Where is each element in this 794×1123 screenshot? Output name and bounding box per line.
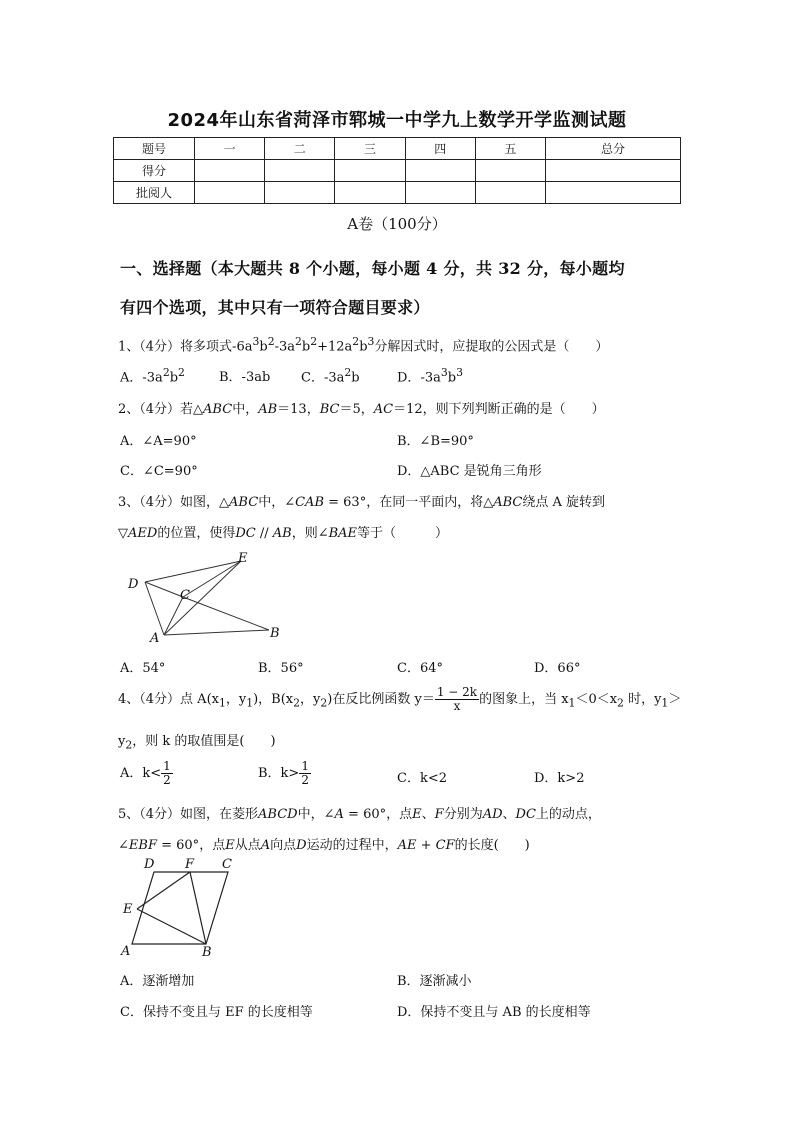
q5-option-c[interactable]: C．保持不变且与 EF 的长度相等: [120, 1005, 313, 1020]
table-cell: 三: [335, 138, 405, 160]
table-cell[interactable]: [405, 160, 475, 182]
table-cell[interactable]: [195, 160, 265, 182]
table-cell: 五: [475, 138, 545, 160]
q3-option-a[interactable]: A．54°: [120, 661, 166, 676]
q4-fraction: $\frac{1 - 2k}{x}$: [436, 685, 478, 713]
table-cell[interactable]: [335, 182, 405, 204]
q5-option-a[interactable]: A．逐渐增加: [120, 974, 195, 989]
table-cell: 总分: [546, 138, 681, 160]
q2-option-a[interactable]: A．∠A=90°: [120, 434, 197, 449]
q5-label-b: B: [202, 945, 212, 960]
q5-figure: [118, 855, 248, 960]
q2-option-b[interactable]: B．∠B=90°: [397, 434, 474, 449]
question-2: 2、（4分）若△ABC中，AB＝13，BC＝5，AC＝12，则下列判断正确的是（ ）: [118, 402, 605, 417]
q5-label-d: D: [144, 857, 155, 872]
q3-label-b: B: [270, 626, 280, 641]
question-5-line1: 5、（4分）如图，在菱形ABCD中，∠A = 60°，点E、F分别为AD、DC上的动点，: [118, 807, 601, 822]
table-cell[interactable]: [546, 182, 681, 204]
q3-label-a: A: [150, 631, 160, 646]
q1-option-d[interactable]: D．$-3a^3b^3$: [397, 366, 463, 386]
table-cell[interactable]: [265, 160, 335, 182]
q3-option-b[interactable]: B．56°: [258, 661, 304, 676]
table-cell[interactable]: [265, 182, 335, 204]
table-row: [114, 138, 681, 160]
table-cell: 一: [195, 138, 265, 160]
table-cell[interactable]: [475, 160, 545, 182]
q5-option-b[interactable]: B．逐渐减小: [397, 974, 472, 989]
q1-prefix: 1、（4分）将多项式: [118, 339, 233, 355]
table-cell[interactable]: [335, 160, 405, 182]
q4-option-b[interactable]: B．k> $\frac{1}{2}$: [258, 759, 309, 787]
question-4-line2: $y_2$，则 k 的取值围是( ): [118, 734, 276, 752]
q4-option-a[interactable]: A．k< $\frac{1}{2}$: [120, 759, 171, 787]
score-table: [113, 137, 681, 204]
table-cell: 批阅人: [114, 182, 195, 204]
table-cell: 二: [265, 138, 335, 160]
q1-option-c[interactable]: C．$-3a^2b$: [301, 366, 360, 386]
q1-option-a[interactable]: A．$-3a^2b^2$: [120, 366, 185, 386]
q3-option-d[interactable]: D．66°: [534, 661, 581, 676]
q3-label-c: C: [180, 588, 190, 603]
q3-label-e: E: [238, 551, 248, 566]
q5-option-d[interactable]: D．保持不变且与 AB 的长度相等: [397, 1005, 591, 1020]
table-row: [114, 160, 681, 182]
q5-label-f: F: [185, 857, 195, 872]
question-3-line1: 3、（4分）如图，△ABC中，∠CAB = 63°，在同一平面内，将△ABC绕点 A 旋转到: [118, 495, 606, 510]
volume-heading: A卷（100分）: [347, 215, 447, 233]
table-cell[interactable]: [475, 182, 545, 204]
question-1: 1、（4分）将多项式$-6a^3b^2-3a^2b^2+12a^2b^3$分解因式时，应提取的公因式是（ ）: [118, 335, 609, 355]
q3-figure: [118, 548, 298, 648]
section-heading-line2: 有四个选项，其中只有一项符合题目要求）: [120, 298, 430, 317]
q1-option-b[interactable]: B．-3ab: [219, 370, 271, 385]
section-heading-line1: 一、选择题（本大题共 8 个小题，每小题 4 分，共 32 分，每小题均: [120, 259, 625, 278]
q2-option-d[interactable]: D．△ABC 是锐角三角形: [397, 464, 542, 479]
question-5-line2: ∠EBF = 60°，点E从点A向点D运动的过程中，AE + CF的长度( ): [118, 838, 530, 853]
table-cell: 题号: [114, 138, 195, 160]
q3-option-c[interactable]: C．64°: [397, 661, 443, 676]
table-cell[interactable]: [546, 160, 681, 182]
q2-option-c[interactable]: C．∠C=90°: [120, 464, 198, 479]
question-4-line1: 4、（4分）点 $A(x_1$，$y_1$)，$B(x_2$，$y_2$)在反比例函数 y＝ $\frac{1 - 2k}{x}$ 的图象上，当 $x_1<0<x_2$ 时，$y_1>$: [118, 685, 682, 713]
q3-label-d: D: [128, 577, 139, 592]
table-cell: 得分: [114, 160, 195, 182]
q5-label-e: E: [123, 902, 133, 917]
q4-option-d[interactable]: D．k>2: [534, 771, 585, 786]
question-3-line2: ▽AED的位置，使得DC // AB，则∠BAE等于（ ）: [118, 526, 449, 541]
q5-label-a: A: [121, 944, 131, 959]
table-cell[interactable]: [405, 182, 475, 204]
q1-tail: 分解因式时，应提取的公因式是（ ）: [374, 339, 609, 355]
table-row: [114, 182, 681, 204]
q4-option-c[interactable]: C．k<2: [397, 771, 447, 786]
q5-label-c: C: [222, 857, 232, 872]
table-cell: 四: [405, 138, 475, 160]
page-title: 2024年山东省菏泽市郓城一中学九上数学开学监测试题: [167, 110, 627, 131]
table-cell[interactable]: [195, 182, 265, 204]
